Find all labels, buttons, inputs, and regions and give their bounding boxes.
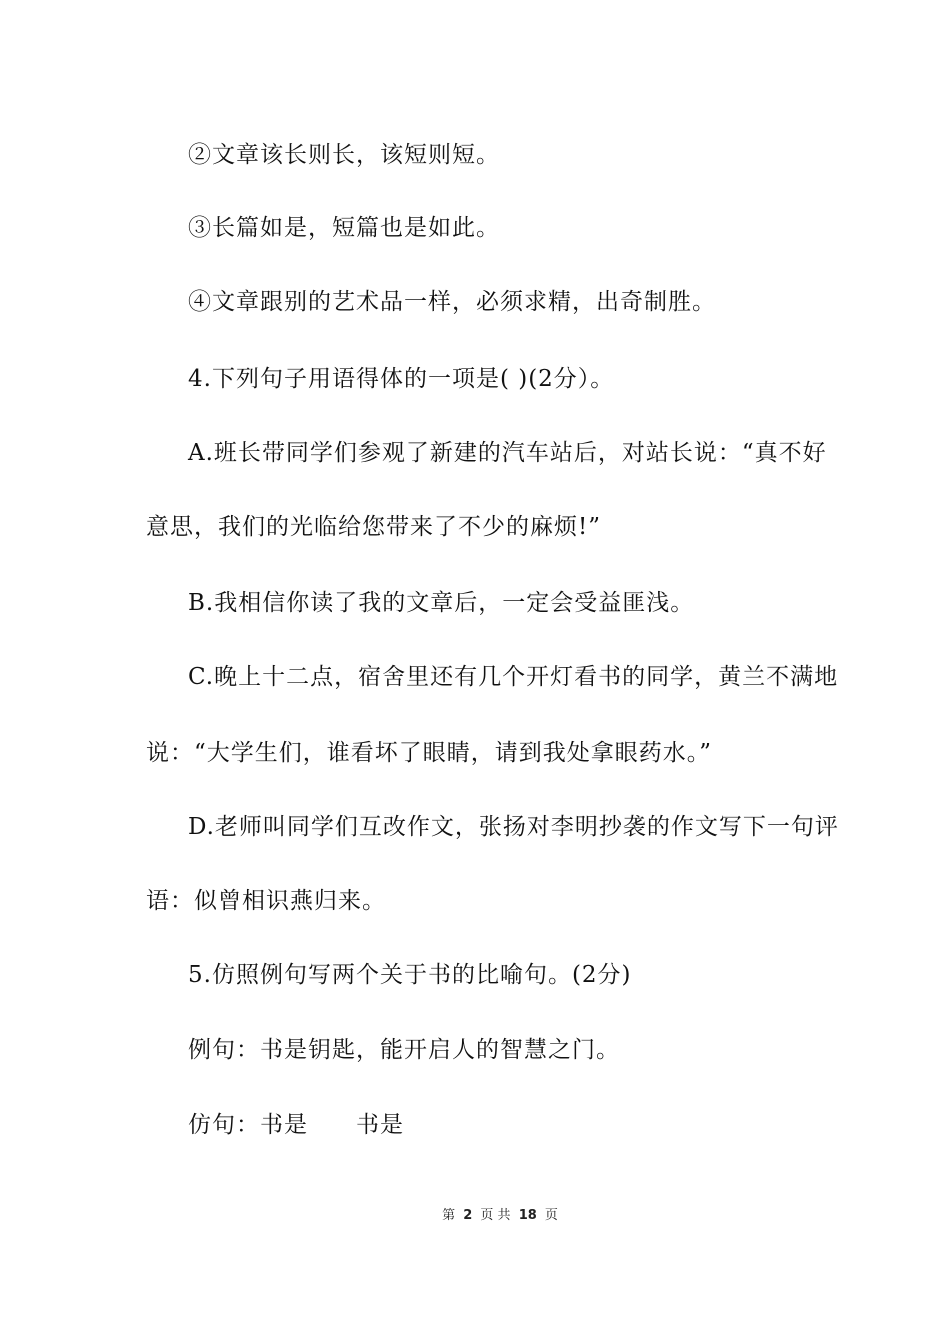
question-4-option-c-line2: 说：“大学生们，谁看坏了眼睛，请到我处拿眼药水。”: [146, 740, 713, 766]
question-4-option-a-line1: A.班长带同学们参观了新建的汽车站后，对站长说：“真不好: [188, 440, 827, 466]
footer-middle: 页 共: [480, 1208, 511, 1223]
question-4-option-a-line2: 意思，我们的光临给您带来了不少的麻烦!”: [146, 514, 602, 540]
text-line-option-2: ②文章该长则长，该短则短。: [188, 142, 500, 168]
question-4-option-d-line1: D.老师叫同学们互改作文，张扬对李明抄袭的作文写下一句评: [188, 814, 839, 840]
footer-prefix: 第: [442, 1208, 456, 1223]
question-4-option-d-line2: 语：似曾相识燕归来。: [146, 888, 386, 914]
footer-total-pages: 18: [518, 1208, 537, 1223]
question-4-option-c-line1: C.晚上十二点，宿舍里还有几个开灯看书的同学，黄兰不满地: [188, 664, 839, 690]
question-5-example: 例句：书是钥匙，能开启人的智慧之门。: [188, 1037, 620, 1063]
question-4-option-b: B.我相信你读了我的文章后，一定会受益匪浅。: [188, 590, 695, 616]
question-4-heading: 4.下列句子用语得体的一项是( )(2分）。: [188, 366, 615, 392]
footer-suffix: 页: [544, 1208, 558, 1223]
question-5-imitation: 仿句：书是 书是: [188, 1112, 404, 1138]
text-line-option-3: ③长篇如是，短篇也是如此。: [188, 215, 500, 241]
question-5-heading: 5.仿照例句写两个关于书的比喻句。(2分): [188, 962, 632, 988]
page-footer: [0, 1208, 950, 1224]
text-line-option-4: ④文章跟别的艺术品一样，必须求精，出奇制胜。: [188, 289, 716, 315]
footer-page-number: 2: [463, 1208, 473, 1223]
